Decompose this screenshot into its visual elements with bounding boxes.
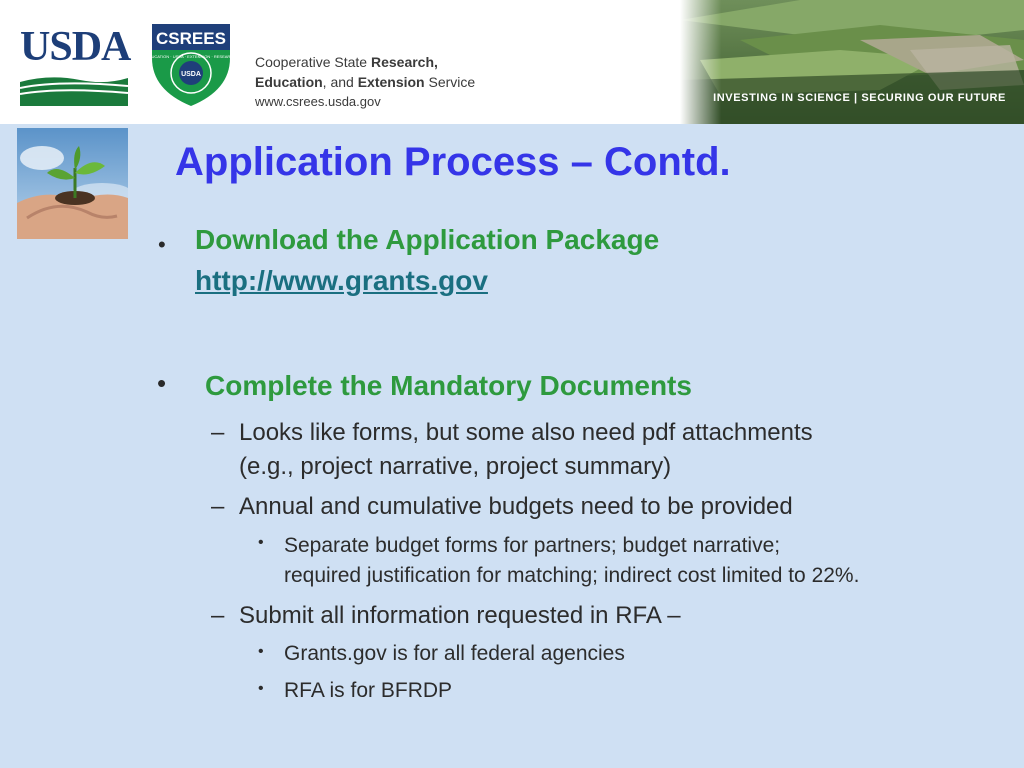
csrees-inner-text: USDA xyxy=(181,71,201,78)
dash-marker-2: – xyxy=(211,493,225,520)
sub-sub-item-budget-forms-line-2: required justification for matching; indirect cost limited to 22%. xyxy=(284,564,860,587)
agency-url[interactable]: www.csrees.usda.gov xyxy=(255,94,381,109)
dash-marker-3: – xyxy=(211,602,225,629)
banner-tagline: INVESTING IN SCIENCE | SECURING OUR FUTURE xyxy=(713,92,1006,104)
sub-bullet-marker-1: • xyxy=(258,534,264,551)
usda-logo[interactable] xyxy=(20,24,131,106)
sub-item-budgets: Annual and cumulative budgets need to be provided xyxy=(239,493,793,520)
seedling-hands-image xyxy=(17,128,128,239)
bullet-marker-2: • xyxy=(157,368,167,398)
slide-title: Application Process – Contd. xyxy=(175,140,731,184)
landscape-banner xyxy=(680,0,1024,124)
csrees-logo-text: CSREES xyxy=(156,29,226,48)
sub-bullet-marker-2: • xyxy=(258,643,264,660)
grants-gov-link[interactable]: http://www.grants.gov xyxy=(195,265,488,296)
landscape-image xyxy=(680,0,1024,124)
sub-item-forms-line-1: Looks like forms, but some also need pdf attachments xyxy=(239,419,813,446)
sub-sub-item-rfa-bfrdp: RFA is for BFRDP xyxy=(284,679,453,702)
sub-sub-item-budget-forms-line-1: Separate budget forms for partners; budget narrative; xyxy=(284,534,781,557)
agency-line-1: Cooperative State Research, xyxy=(255,54,438,70)
sub-item-submit-rfa: Submit all information requested in RFA – xyxy=(239,602,681,629)
sub-item-forms-line-2: (e.g., project narrative, project summary) xyxy=(239,453,672,480)
agency-name xyxy=(255,52,475,112)
dash-marker-1: – xyxy=(211,419,225,446)
usda-hills-icon xyxy=(20,74,128,106)
agency-line-2: Education, and Extension Service xyxy=(255,74,476,90)
usda-logo-text: USDA xyxy=(20,24,131,70)
bullet-mandatory-documents: Complete the Mandatory Documents xyxy=(205,370,692,401)
csrees-ring-text: EDUCATION · USDA · EXTENSION · RESEARCH xyxy=(146,54,236,59)
header-bar xyxy=(0,0,1024,124)
seedling-icon xyxy=(17,128,128,239)
sub-sub-item-grants-gov: Grants.gov is for all federal agencies xyxy=(284,642,625,665)
csrees-seal[interactable] xyxy=(146,18,236,108)
bullet-download-package: Download the Application Package xyxy=(195,224,660,255)
bullet-marker-1: • xyxy=(158,232,166,257)
sub-bullet-marker-3: • xyxy=(258,680,264,697)
